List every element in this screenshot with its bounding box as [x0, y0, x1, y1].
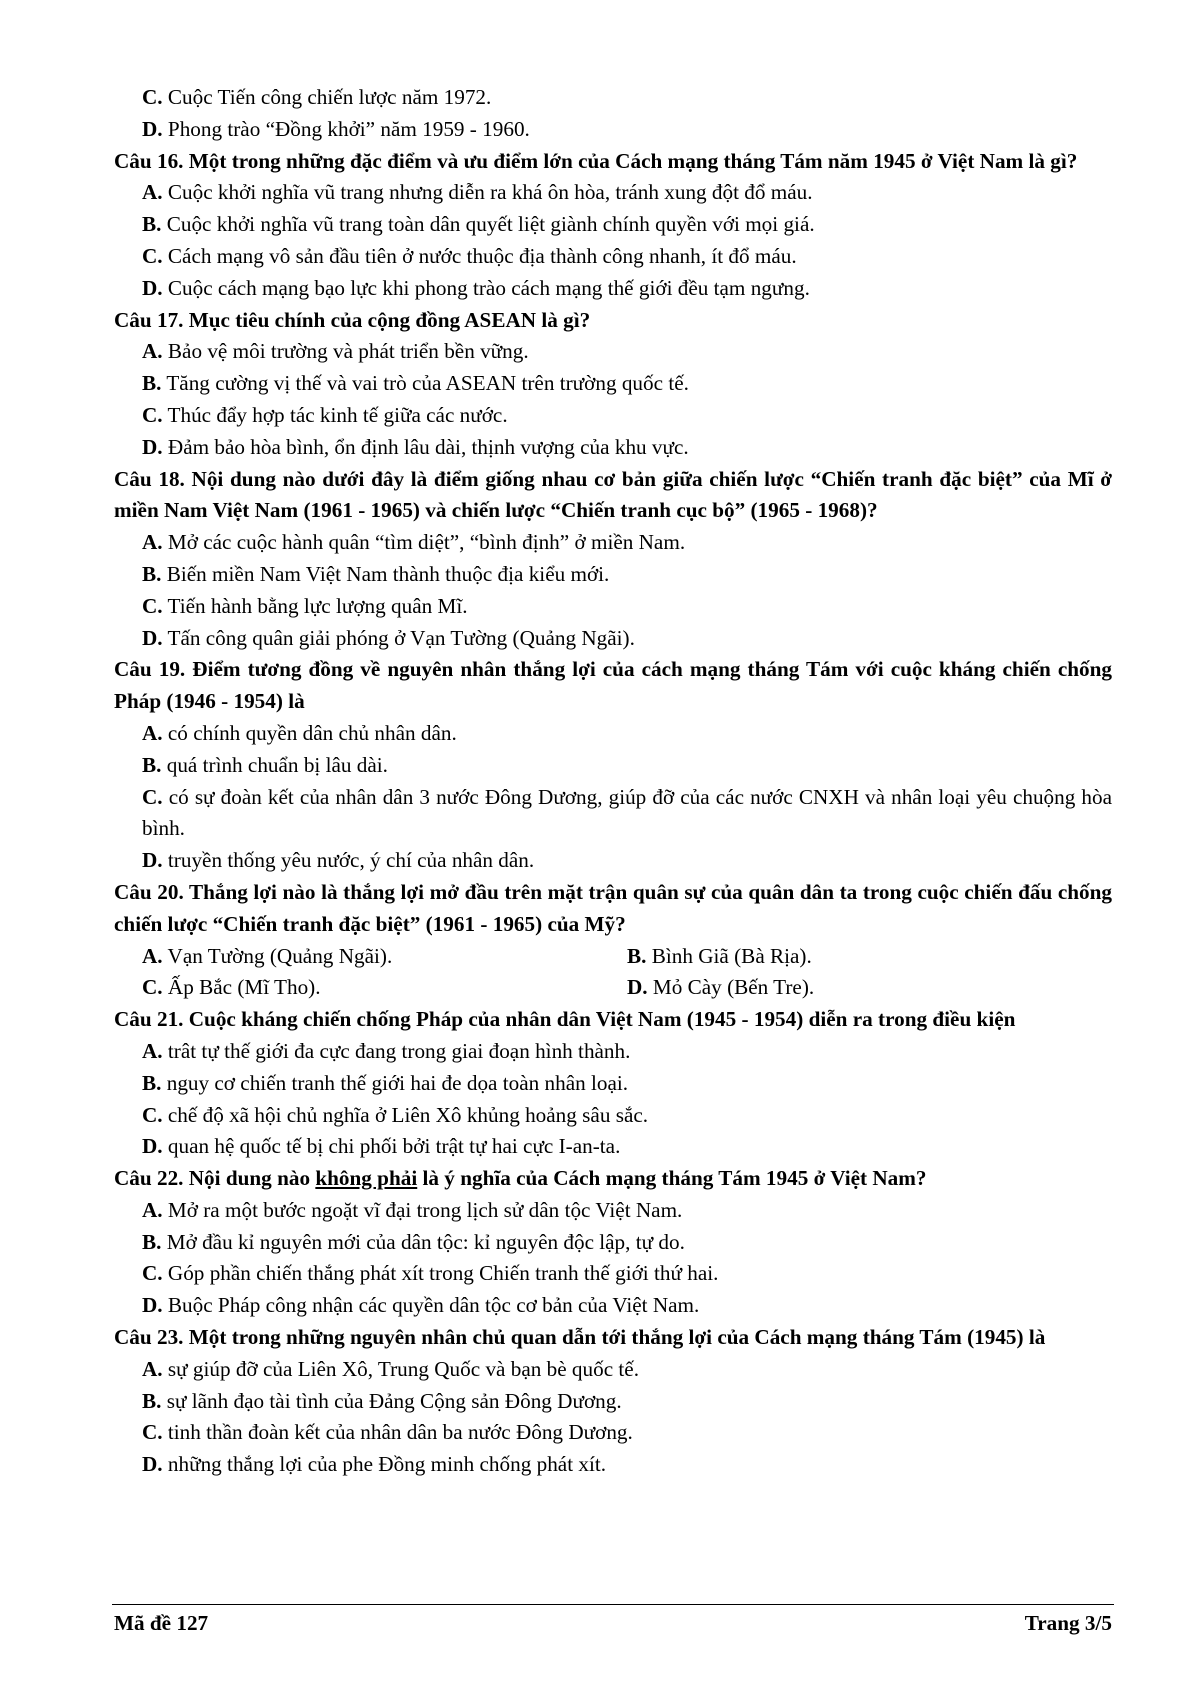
exam-code: Mã đề 127: [114, 1611, 209, 1635]
option-b: [114, 1227, 1112, 1259]
option-label: C.: [142, 402, 163, 427]
question-18: Câu 18. Nội dung nào dưới đây là điểm giống nhau cơ bản giữa chiến lược “Chiến tranh đặc biệt” của Mĩ ở miền Nam Việt Nam (1961 - 1965) và chiến lược “Chiến tranh cục bộ” (1965 - 1968)?: [114, 466, 1112, 523]
option-c: [114, 1417, 1112, 1449]
option-a: [114, 336, 1112, 368]
option-label: B.: [142, 1229, 162, 1254]
option-a: [114, 177, 1112, 209]
option-c: [114, 591, 1112, 623]
option-text: trât tự thế giới đa cực đang trong giai đoạn hình thành.: [167, 1038, 631, 1063]
option-text: Góp phần chiến thắng phát xít trong Chiến tranh thế giới thứ hai.: [167, 1261, 719, 1286]
option-text: Biến miền Nam Việt Nam thành thuộc địa kiểu mới.: [166, 561, 610, 586]
option-c: [114, 1100, 1112, 1132]
exam-content: [114, 82, 1112, 1481]
option-d: [114, 845, 1112, 877]
option-text: Mỏ Cày (Bến Tre).: [652, 975, 815, 1000]
option-label: D.: [142, 116, 163, 141]
option-label: A.: [142, 1038, 163, 1063]
option-label: D.: [142, 1452, 163, 1477]
option-text: Cuộc khởi nghĩa vũ trang toàn dân quyết liệt giành chính quyền với mọi giá.: [166, 212, 815, 237]
question-17: Câu 17. Mục tiêu chính của cộng đồng ASEAN là gì?: [114, 307, 591, 332]
option-text: Buộc Pháp công nhận các quyền dân tộc cơ bản của Việt Nam.: [167, 1293, 700, 1318]
option-label: B.: [142, 561, 162, 586]
footer-divider: [112, 1604, 1114, 1605]
option-d: [114, 432, 1112, 464]
option-label: A.: [142, 1197, 163, 1222]
option-c: [114, 82, 1112, 114]
option-d: [114, 623, 1112, 655]
option-label: D.: [142, 1293, 163, 1318]
option-d: [627, 972, 1112, 1004]
option-b: [114, 1386, 1112, 1418]
option-text: Tấn công quân giải phóng ở Vạn Tường (Quảng Ngãi).: [167, 625, 635, 650]
option-text: tinh thần đoàn kết của nhân dân ba nước Đông Dương.: [167, 1420, 633, 1445]
option-text: Tăng cường vị thế và vai trò của ASEAN trên trường quốc tế.: [166, 371, 689, 396]
option-c: [114, 782, 1112, 846]
option-row: [114, 972, 1112, 1004]
option-a: [114, 718, 1112, 750]
option-d: [114, 1449, 1112, 1481]
option-text: sự lãnh đạo tài tình của Đảng Cộng sản Đông Dương.: [166, 1388, 622, 1413]
option-label: C.: [142, 975, 163, 1000]
option-c: [142, 972, 627, 1004]
option-text: Phong trào “Đồng khởi” năm 1959 - 1960.: [167, 116, 530, 141]
option-label: B.: [142, 1070, 162, 1095]
option-label: D.: [142, 434, 163, 459]
question-19: Câu 19. Điểm tương đồng về nguyên nhân thắng lợi của cách mạng tháng Tám với cuộc kháng chiến chống Pháp (1946 - 1954) là: [114, 657, 1112, 714]
option-a: [142, 941, 627, 973]
question-20: Câu 20. Thắng lợi nào là thắng lợi mở đầu trên mặt trận quân sự của quân dân ta trong cuộc chiến đấu chống chiến lược “Chiến tranh đặc biệt” (1961 - 1965) của Mỹ?: [114, 879, 1112, 936]
option-text: Cách mạng vô sản đầu tiên ở nước thuộc địa thành công nhanh, ít đổ máu.: [167, 243, 797, 268]
option-label: B.: [142, 371, 162, 396]
option-label: A.: [142, 530, 163, 555]
option-c: [114, 241, 1112, 273]
option-label: A.: [142, 1356, 163, 1381]
option-text: Thúc đẩy hợp tác kinh tế giữa các nước.: [167, 402, 508, 427]
option-row: [114, 941, 1112, 973]
option-label: A.: [142, 720, 163, 745]
option-label: C.: [142, 1420, 163, 1445]
option-text: Tiến hành bằng lực lượng quân Mĩ.: [167, 593, 468, 618]
question-21: Câu 21. Cuộc kháng chiến chống Pháp của nhân dân Việt Nam (1945 - 1954) diễn ra trong điều kiện: [114, 1007, 1016, 1032]
option-b: [114, 750, 1112, 782]
option-label: B.: [142, 752, 162, 777]
option-text: có chính quyền dân chủ nhân dân.: [167, 720, 457, 745]
question-text: Câu 22. Nội dung nào: [114, 1166, 311, 1191]
option-label: C.: [142, 1102, 163, 1127]
option-text: Mở đầu kỉ nguyên mới của dân tộc: kỉ nguyên độc lập, tự do.: [166, 1229, 685, 1254]
option-b: [627, 941, 1112, 973]
option-label: D.: [142, 848, 163, 873]
option-c: [114, 400, 1112, 432]
option-label: A.: [142, 180, 163, 205]
option-d: [114, 1290, 1112, 1322]
page-number: Trang 3/5: [1024, 1611, 1112, 1635]
question-23: Câu 23. Một trong những nguyên nhân chủ quan dẫn tới thắng lợi của Cách mạng tháng Tám (1945) là: [114, 1325, 1046, 1350]
option-c: [114, 1258, 1112, 1290]
question-emphasis: không phải: [315, 1166, 418, 1191]
option-text: Cuộc cách mạng bạo lực khi phong trào cách mạng thế giới đều tạm ngưng.: [167, 275, 810, 300]
option-text: Ấp Bắc (Mĩ Tho).: [167, 975, 321, 1000]
option-label: D.: [142, 1134, 163, 1159]
question-16: Câu 16. Một trong những đặc điểm và ưu điểm lớn của Cách mạng tháng Tám năm 1945 ở Việt Nam là gì?: [114, 148, 1078, 173]
option-text: Bình Giã (Bà Rịa).: [651, 943, 812, 968]
option-text: những thắng lợi của phe Đồng minh chống phát xít.: [167, 1452, 607, 1477]
option-text: Cuộc Tiến công chiến lược năm 1972.: [167, 85, 492, 109]
option-d: [114, 273, 1112, 305]
option-a: [114, 1354, 1112, 1386]
option-text: Bảo vệ môi trường và phát triển bền vững.: [167, 339, 529, 364]
option-text: Cuộc khởi nghĩa vũ trang nhưng diễn ra khá ôn hòa, tránh xung đột đổ máu.: [167, 180, 813, 205]
option-b: [114, 559, 1112, 591]
option-text: Mở ra một bước ngoặt vĩ đại trong lịch sử dân tộc Việt Nam.: [167, 1197, 683, 1222]
option-text: Mở các cuộc hành quân “tìm diệt”, “bình định” ở miền Nam.: [167, 530, 686, 555]
option-label: C.: [142, 1261, 163, 1286]
option-text: sự giúp đỡ của Liên Xô, Trung Quốc và bạn bè quốc tế.: [167, 1356, 639, 1381]
option-label: A.: [142, 943, 163, 968]
option-text: quá trình chuẩn bị lâu dài.: [166, 752, 388, 777]
option-text: Đảm bảo hòa bình, ổn định lâu dài, thịnh vượng của khu vực.: [167, 434, 689, 459]
option-label: B.: [627, 943, 647, 968]
option-label: C.: [142, 784, 163, 809]
option-label: B.: [142, 1388, 162, 1413]
option-d: [114, 1131, 1112, 1163]
option-label: C.: [142, 593, 163, 618]
option-label: D.: [627, 975, 648, 1000]
option-text: Vạn Tường (Quảng Ngãi).: [167, 943, 393, 968]
option-label: D.: [142, 275, 163, 300]
option-label: B.: [142, 212, 162, 237]
option-a: [114, 1036, 1112, 1068]
option-text: quan hệ quốc tế bị chi phối bởi trật tự hai cực I-an-ta.: [167, 1134, 621, 1159]
question-text: là ý nghĩa của Cách mạng tháng Tám 1945 ở Việt Nam?: [422, 1166, 927, 1191]
option-text: chế độ xã hội chủ nghĩa ở Liên Xô khủng hoảng sâu sắc.: [167, 1102, 649, 1127]
option-text: nguy cơ chiến tranh thế giới hai đe dọa toàn nhân loại.: [166, 1070, 629, 1095]
option-b: [114, 209, 1112, 241]
option-label: A.: [142, 339, 163, 364]
page-footer: [114, 1607, 1112, 1639]
option-label: C.: [142, 243, 163, 268]
option-label: C.: [142, 85, 163, 109]
option-a: [114, 527, 1112, 559]
option-b: [114, 368, 1112, 400]
option-d: [114, 114, 1112, 146]
option-text: có sự đoàn kết của nhân dân 3 nước Đông Dương, giúp đỡ của các nước CNXH và nhân loại yêu chuộng hòa bình.: [142, 784, 1113, 841]
question-22: [114, 1163, 1112, 1195]
option-label: D.: [142, 625, 163, 650]
option-text: truyền thống yêu nước, ý chí của nhân dân.: [167, 848, 535, 873]
option-b: [114, 1068, 1112, 1100]
option-a: [114, 1195, 1112, 1227]
